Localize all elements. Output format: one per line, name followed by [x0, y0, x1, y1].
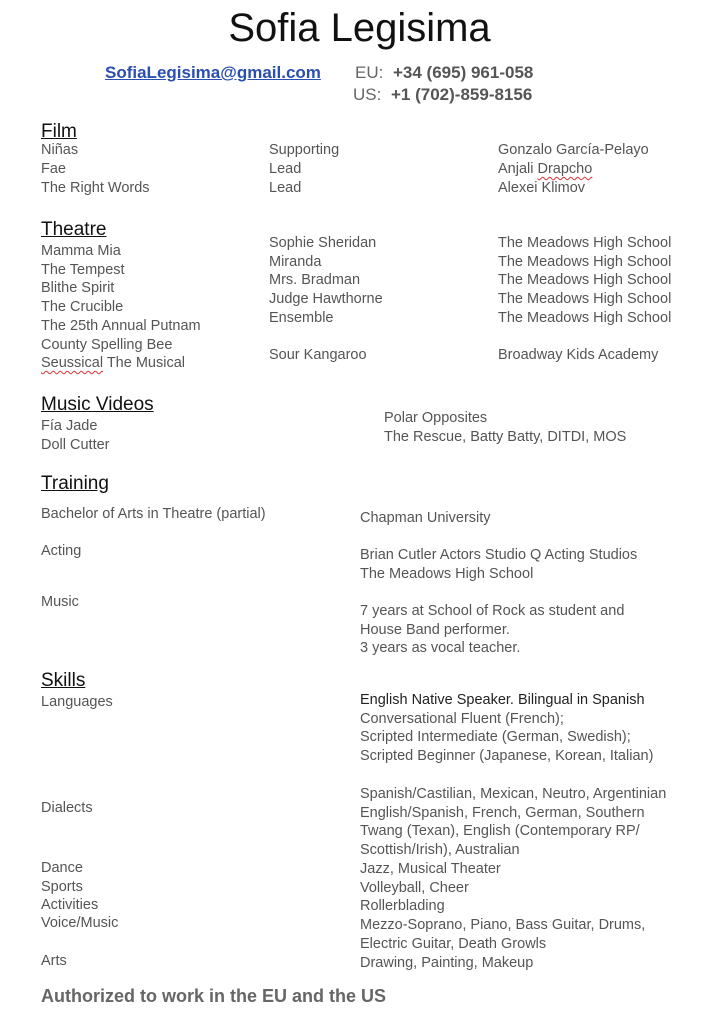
dialects-details [360, 785, 666, 860]
skill-detail: Conversational Fluent (French); [360, 710, 564, 727]
training-detail: Chapman University [360, 510, 491, 526]
title-spellcheck-word: Seussical [41, 355, 104, 372]
theatre-role: Miranda [269, 253, 322, 270]
skill-label: Dialects [41, 800, 93, 816]
theatre-venue: The Meadows High School [498, 235, 672, 251]
title-rest: The Musical [103, 355, 185, 372]
skill-label: Languages [41, 694, 113, 710]
music-video-artists [41, 417, 110, 454]
theatre-title: Mamma Mia [41, 243, 121, 259]
music-video-artist: Fía Jade [41, 418, 98, 434]
theatre-venue: The Meadows High School [498, 272, 672, 289]
theatre-title: Blithe Spirit [41, 280, 115, 297]
training-label: Bachelor of Arts in Theatre (partial) [41, 506, 266, 522]
film-role: Lead [269, 180, 302, 196]
theatre-title: County Spelling Bee [41, 336, 173, 353]
music-videos-heading: Music Videos [41, 394, 154, 415]
theatre-titles [41, 242, 201, 373]
training-details [360, 602, 624, 658]
skill-detail: Scripted Intermediate (German, Swedish); [360, 729, 631, 746]
training-detail: 7 years at School of Rock as student and [360, 603, 625, 619]
skill-detail: Scottish/Irish), Australian [360, 842, 520, 859]
voice-details [360, 916, 645, 953]
film-role: Supporting [269, 142, 340, 158]
skill-detail: Drawing, Painting, Makeup [360, 955, 534, 971]
skill-detail: Jazz, Musical Theater [360, 861, 501, 877]
training-label: Acting [41, 543, 82, 559]
phone-eu-label: EU: [355, 63, 384, 82]
skill-detail: Mezzo-Soprano, Piano, Bass Guitar, Drums, [360, 917, 646, 933]
skill-label: Sports [41, 879, 83, 895]
film-title: Niñas [41, 142, 79, 158]
skill-detail: Electric Guitar, Death Growls [360, 935, 547, 952]
skills-heading: Skills [41, 670, 86, 691]
resume-name: Sofia Legisima [228, 6, 491, 50]
theatre-role: Sour Kangaroo [269, 347, 367, 363]
film-director [498, 160, 592, 179]
skill-detail: English Native Speaker. Bilingual in Spanish [360, 692, 645, 708]
theatre-title: The Tempest [41, 261, 125, 278]
skill-detail: Scripted Beginner (Japanese, Korean, Italian) [360, 748, 654, 765]
training-heading: Training [41, 473, 109, 494]
music-video-artist: Doll Cutter [41, 436, 110, 453]
theatre-venue: Broadway Kids Academy [498, 347, 659, 363]
music-video-songs [384, 409, 626, 446]
film-director: Gonzalo García-Pelayo [498, 142, 649, 158]
theatre-role: Mrs. Bradman [269, 272, 361, 289]
phone-eu-number: +34 (695) 961-058 [393, 63, 534, 82]
theatre-venue: The Meadows High School [498, 309, 672, 326]
training-detail: 3 years as vocal teacher. [360, 640, 521, 657]
theatre-venue: The Meadows High School [498, 291, 672, 308]
film-title: Fae [41, 161, 66, 177]
director-last-spellcheck: Drapcho [537, 161, 593, 177]
email-link[interactable]: SofiaLegisima@gmail.com [105, 63, 321, 82]
training-detail: The Meadows High School [360, 565, 534, 582]
training-details [360, 546, 637, 583]
music-video-song: The Rescue, Batty Batty, DITDI, MOS [384, 428, 627, 445]
skill-label: Activities [41, 897, 99, 913]
theatre-roles [269, 234, 383, 328]
director-first: Anjali [498, 161, 538, 177]
theatre-role: Sophie Sheridan [269, 235, 377, 251]
skill-detail: English/Spanish, French, German, Southern [360, 804, 645, 821]
theatre-venue: The Meadows High School [498, 253, 672, 270]
theatre-title [41, 354, 201, 373]
skill-label: Voice/Music [41, 915, 119, 931]
theatre-heading: Theatre [41, 219, 107, 240]
skill-detail: Rollerblading [360, 898, 445, 914]
skill-label: Arts [41, 953, 67, 969]
skill-detail: Volleyball, Cheer [360, 880, 469, 896]
theatre-title: The 25th Annual Putnam [41, 317, 201, 334]
film-role: Lead [269, 161, 302, 177]
phone-us-label: US: [353, 85, 382, 104]
theatre-role: Ensemble [269, 309, 334, 326]
theatre-venues [498, 234, 671, 328]
work-authorization-note: Authorized to work in the EU and the US [41, 986, 387, 1006]
training-detail: Brian Cutler Actors Studio Q Acting Studios [360, 547, 638, 563]
film-title: The Right Words [41, 180, 150, 196]
training-detail: House Band performer. [360, 621, 510, 638]
skill-label: Dance [41, 860, 83, 876]
theatre-title: The Crucible [41, 299, 124, 316]
theatre-role: Judge Hawthorne [269, 291, 383, 308]
skill-detail: Twang (Texan), English (Contemporary RP/ [360, 823, 640, 840]
phone-us-number: +1 (702)-859-8156 [391, 85, 533, 104]
film-director: Alexei Klimov [498, 180, 586, 196]
languages-details [360, 691, 653, 766]
film-heading: Film [41, 121, 77, 142]
skill-detail: Spanish/Castilian, Mexican, Neutro, Argentinian [360, 786, 667, 802]
music-video-song: Polar Opposites [384, 410, 488, 426]
training-label: Music [41, 594, 79, 610]
